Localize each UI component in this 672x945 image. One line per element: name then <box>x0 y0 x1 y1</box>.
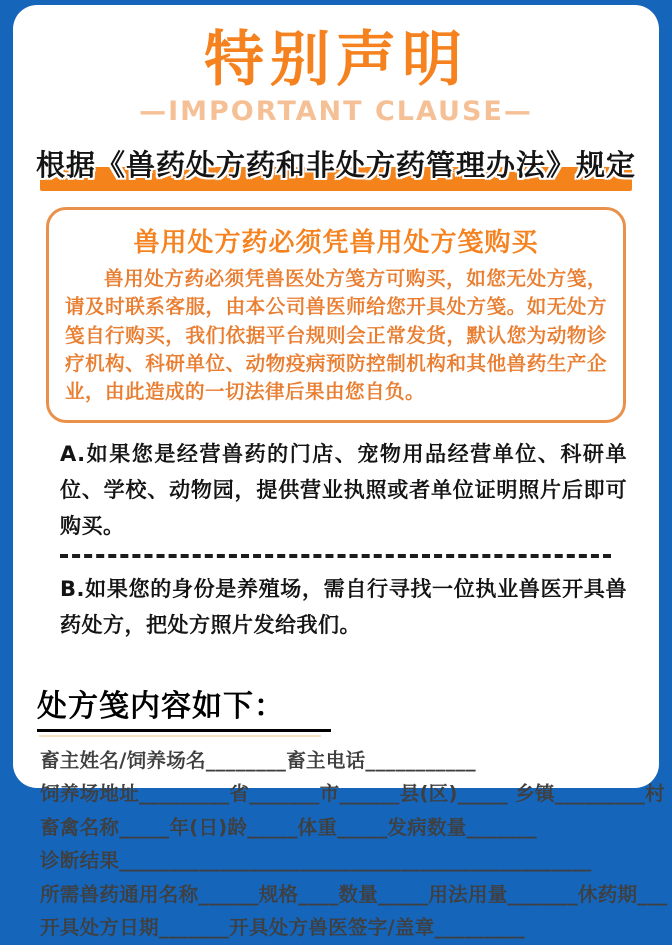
notice-box <box>46 207 626 423</box>
declaration-card <box>13 5 668 940</box>
dashed-divider <box>60 554 611 558</box>
clause-a: A.如果您是经营兽药的门店、宠物用品经营单位、科研单位、学校、动物园，提供营业执照或者单位证明照片后即可购买。 <box>60 442 627 538</box>
page-subtitle: —IMPORTANT CLAUSE— <box>139 96 533 127</box>
regulation-text: 根据《兽药处方药和非处方药管理办法》规定 <box>35 148 636 182</box>
regulation-headline <box>13 143 659 193</box>
form-row-owner: 畜主姓名/饲养场名________畜主电话___________ <box>40 748 476 772</box>
notice-box-body: 兽用处方药必须凭兽医处方笺方可购买，如您无处方笺，请及时联系客服，由本公司兽医师给您开具处方笺。如无处方笺自行购买，我们依据平台规则会正常发货，默认您为动物诊疗机构、科研单位、动物疫病预防控制机构和其他兽药生产企业，由此造成的一切法律后果由您自负。 <box>65 267 607 404</box>
page-title: 特别声明 <box>204 25 468 95</box>
form-row-animal: 畜禽名称_____年(日)龄_____体重_____发病数量_______ <box>40 815 537 839</box>
form-row-drug: 所需兽药通用名称______规格____数量_____用法用量_______休药期___ <box>40 882 668 906</box>
form-row-diagnosis: 诊断结果_______________________________________________ <box>40 849 592 873</box>
prescription-form <box>40 744 668 945</box>
notice-box-title: 兽用处方药必须凭兽用处方笺购买 <box>133 228 539 258</box>
clause-b: B.如果您的身份是养殖场，需自行寻找一位执业兽医开具兽药处方，把处方照片发给我们。 <box>60 577 627 638</box>
prescription-heading: 处方笺内容如下： <box>37 681 331 732</box>
form-row-date-signature: 开具处方日期_______开具处方兽医签字/盖章_________ <box>40 916 526 940</box>
form-row-address: 饲养场地址_________省_______市______县(区)_____ 乡镇_________村 <box>40 782 665 806</box>
